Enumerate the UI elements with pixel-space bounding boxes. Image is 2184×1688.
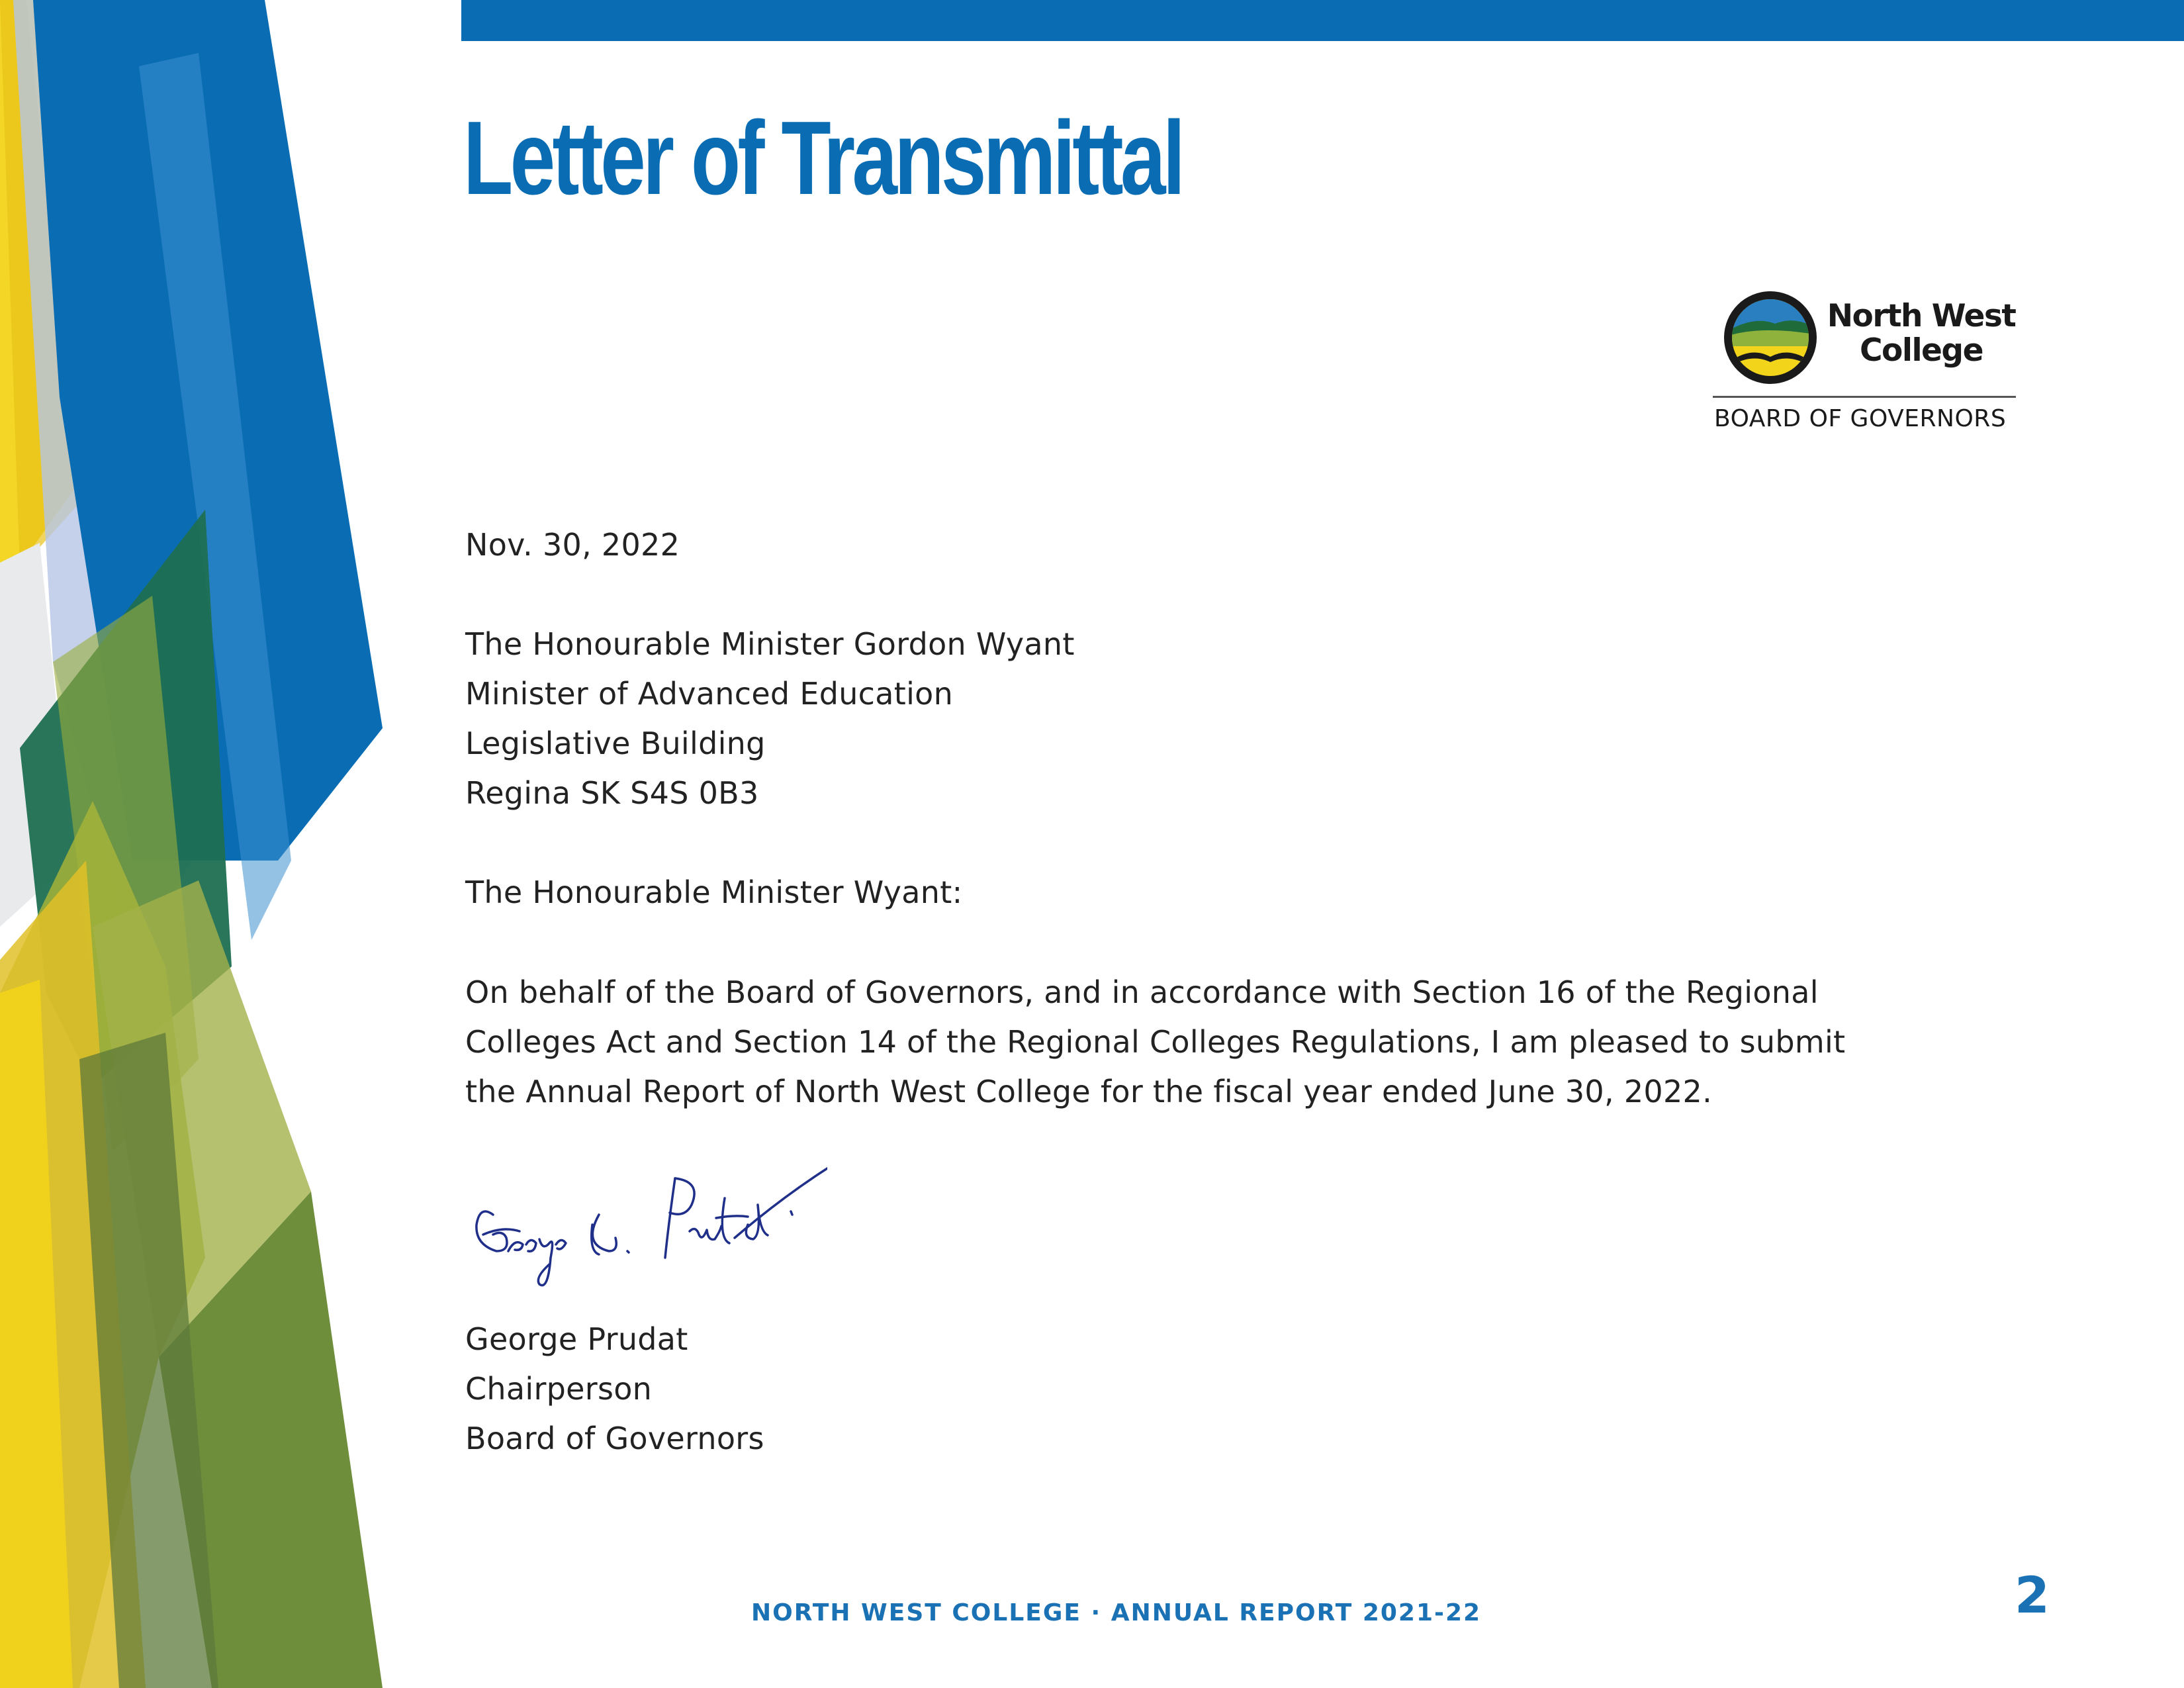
college-name-line1: North West xyxy=(1827,298,2016,334)
body-line-1: On behalf of the Board of Governors, and in accordance with Section 16 of the Regional xyxy=(465,974,1819,1010)
college-emblem-icon xyxy=(1722,289,1819,386)
logo-divider xyxy=(1713,396,2016,398)
header-accent-bar xyxy=(461,0,2184,41)
logo-subtitle: BOARD OF GOVERNORS xyxy=(1714,405,2007,432)
footer-report-title: NORTH WEST COLLEGE · ANNUAL REPORT 2021-22 xyxy=(751,1599,1482,1626)
recipient-title: Minister of Advanced Education xyxy=(465,676,954,712)
college-logo xyxy=(1713,286,2017,438)
signatory-organization: Board of Governors xyxy=(465,1421,764,1456)
college-name-line2: College xyxy=(1860,332,1983,369)
salutation: The Honourable Minister Wyant: xyxy=(465,874,963,910)
page-number: 2 xyxy=(2015,1566,2050,1624)
decorative-stripes xyxy=(0,0,397,1688)
body-line-3: the Annual Report of North West College for the fiscal year ended June 30, 2022. xyxy=(465,1074,1713,1109)
handwritten-signature xyxy=(457,1152,827,1311)
body-line-2: Colleges Act and Section 14 of the Regional Colleges Regulations, I am pleased to submit xyxy=(465,1024,1846,1060)
recipient-name: The Honourable Minister Gordon Wyant xyxy=(465,626,1075,662)
signatory-role: Chairperson xyxy=(465,1371,653,1407)
recipient-building: Legislative Building xyxy=(465,726,766,761)
recipient-address: Regina SK S4S 0B3 xyxy=(465,775,759,811)
college-name xyxy=(1825,299,2017,368)
signatory-name: George Prudat xyxy=(465,1321,688,1357)
letter-date: Nov. 30, 2022 xyxy=(465,527,680,563)
page-title: Letter of Transmittal xyxy=(463,100,1183,216)
